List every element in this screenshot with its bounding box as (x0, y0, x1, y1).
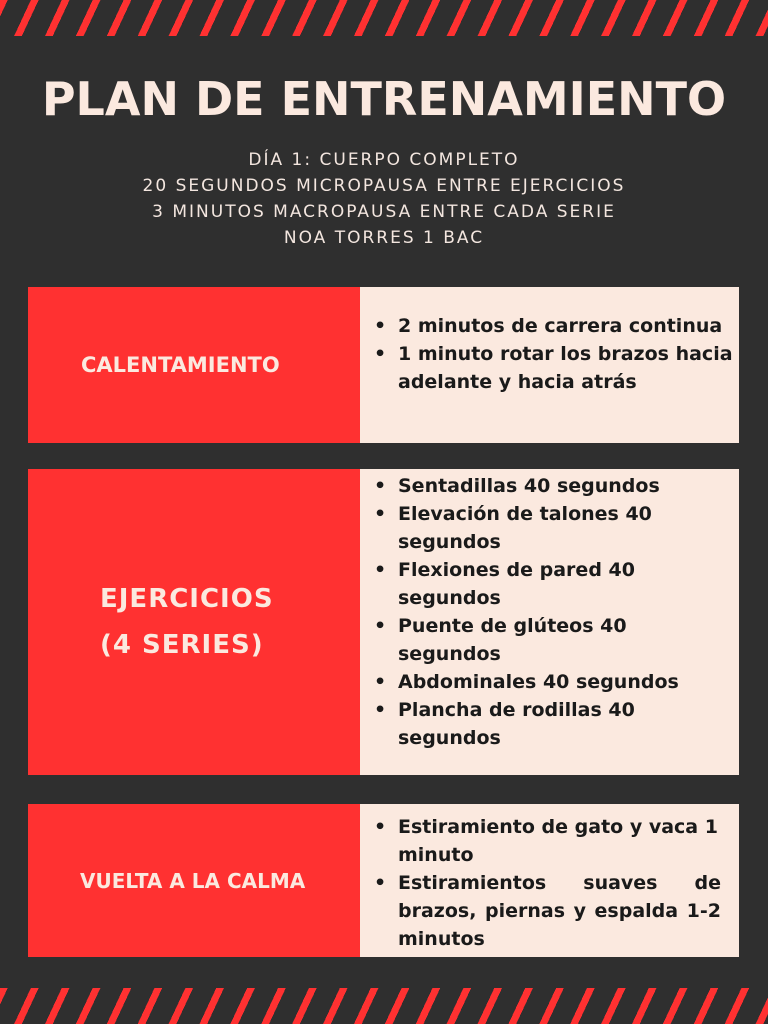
subtitle-micropause: 20 SEGUNDOS MICROPAUSA ENTRE EJERCICIOS (142, 176, 626, 196)
list-item: • Puente de glúteos 40 segundos (360, 612, 731, 668)
section-label: CALENTAMIENTO (81, 353, 280, 377)
list-item: • Sentadillas 40 segundos (360, 472, 731, 500)
list-item: • Abdominales 40 segundos (360, 668, 731, 696)
list-item: • 1 minuto rotar los brazos hacia adelante y hacia atrás (360, 340, 735, 396)
section-label-box (28, 804, 360, 957)
subtitle-author: NOA TORRES 1 BAC (283, 228, 485, 248)
exercise-list (360, 312, 735, 396)
list-item: • 2 minutos de carrera continua (360, 312, 735, 340)
section-items-box (360, 287, 739, 443)
list-item: • Plancha de rodillas 40 segundos (360, 696, 731, 752)
top-stripe-border (0, 0, 768, 36)
section-label-box (28, 287, 360, 443)
section-calentamiento (28, 287, 739, 443)
page-title: PLAN DE ENTRENAMIENTO (41, 72, 727, 126)
subtitle-day: DÍA 1: CUERPO COMPLETO (248, 150, 520, 170)
section-label: VUELTA A LA CALMA (80, 868, 306, 893)
section-label (100, 576, 274, 668)
exercise-list (360, 472, 731, 752)
list-item: • Flexiones de pared 40 segundos (360, 556, 731, 612)
section-label-line: EJERCICIOS (100, 584, 274, 614)
section-vuelta-a-la-calma (28, 804, 739, 957)
exercise-list (360, 813, 721, 953)
section-items-box (360, 469, 739, 775)
section-label-box (28, 469, 360, 775)
section-items-box (360, 804, 739, 957)
subtitle-block (0, 147, 768, 251)
list-item: • Estiramiento de gato y vaca 1 minuto (360, 813, 721, 869)
section-ejercicios (28, 469, 739, 775)
list-item: • Elevación de talones 40 segundos (360, 500, 731, 556)
section-label-line: (4 SERIES) (100, 630, 264, 660)
bottom-stripe-border (0, 988, 768, 1024)
list-item: • Estiramientos suaves de brazos, piernas y espalda 1-2 minutos (360, 869, 721, 953)
subtitle-macropause: 3 MINUTOS MACROPAUSA ENTRE CADA SERIE (152, 202, 616, 222)
